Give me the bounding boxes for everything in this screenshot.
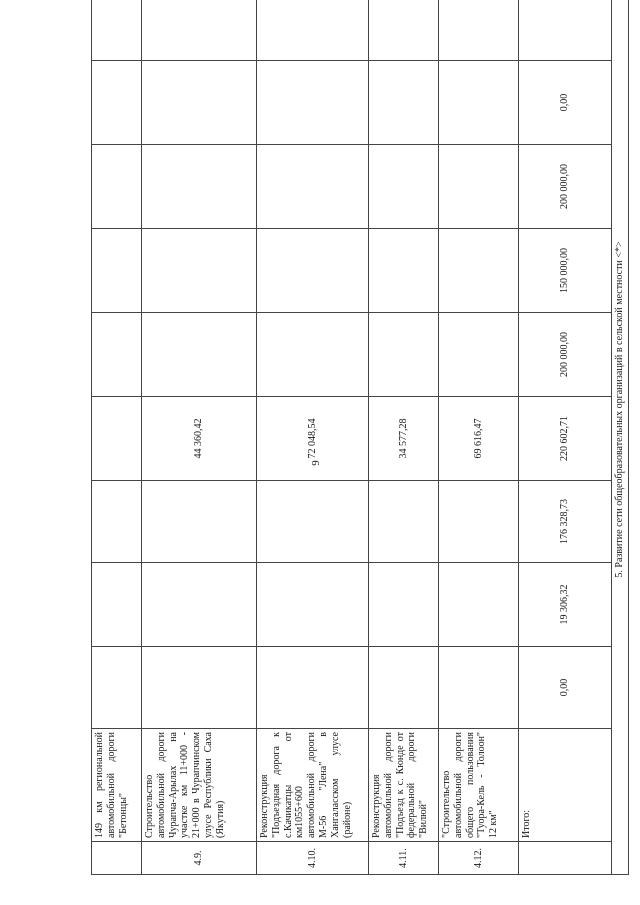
- project-name-cell: 149 км региональной автомобильной дороги "Бетонцы": [92, 729, 142, 842]
- page-number: 9: [309, 460, 322, 466]
- amount-cell-c3: 176 328,73: [519, 481, 612, 563]
- amount-cell-c4: 72 048,54: [257, 397, 369, 481]
- trailing-empty-cell: [369, 0, 439, 61]
- trailing-empty-cell: [142, 0, 257, 61]
- amount-cell-c5: [92, 313, 142, 397]
- amount-cell-c7: [257, 145, 369, 229]
- table-row: [369, 0, 439, 875]
- amount-cell-c7: [142, 145, 257, 229]
- table-row: [142, 0, 257, 875]
- trailing-empty-cell: [92, 0, 142, 61]
- amount-cell-c3: [369, 481, 439, 563]
- amount-cell-c1: [142, 647, 257, 729]
- amount-cell-c7: [92, 145, 142, 229]
- project-name-cell: Реконструкция автомобильной дороги "Подъезд к с. Кюнде от федеральной дороги "Вилюй": [369, 729, 439, 842]
- amount-cell-c2: [92, 563, 142, 647]
- amount-cell-c4: 44 360,42: [142, 397, 257, 481]
- project-name-cell: Строительство автомобильной дороги Чурапча-Арылах на участке км 11+000 - 21+000 в Чурапчинском улусе Республики Саха (Якутия): [142, 729, 257, 842]
- amount-cell-c3: [142, 481, 257, 563]
- amount-cell-c6: [369, 229, 439, 313]
- amount-cell-c6: [439, 229, 519, 313]
- table-row: [92, 0, 142, 875]
- amount-cell-c2: 19 306,32: [519, 563, 612, 647]
- amount-cell-c6: 150 000,00: [519, 229, 612, 313]
- amount-cell-c6: [142, 229, 257, 313]
- amount-cell-c4: 220 602,71: [519, 397, 612, 481]
- project-name-cell: Реконструкция "Подъездная дорога к с.Качикатцы от км1055+600 автомобильной дороги М-56 "Лена" в Хангаласском улусе (районе): [257, 729, 369, 842]
- amount-cell-c8: 0,00: [519, 61, 612, 145]
- rotated-table-container: [91, 45, 626, 875]
- amount-cell-c4: [92, 397, 142, 481]
- trailing-empty-cell: [439, 0, 519, 61]
- amount-cell-c2: [369, 563, 439, 647]
- row-number-cell: [519, 842, 612, 875]
- table-body: [92, 0, 629, 875]
- trailing-empty-cell: [519, 0, 612, 61]
- amount-cell-c6: [257, 229, 369, 313]
- amount-cell-c8: [92, 61, 142, 145]
- amount-cell-c8: [142, 61, 257, 145]
- trailing-empty-cell: [257, 0, 369, 61]
- amount-cell-c8: [439, 61, 519, 145]
- amount-cell-c2: [142, 563, 257, 647]
- amount-cell-c8: [369, 61, 439, 145]
- row-number-cell: 4.10.: [257, 842, 369, 875]
- amount-cell-c5: 200 000,00: [519, 313, 612, 397]
- amount-cell-c3: [257, 481, 369, 563]
- amount-cell-c3: [439, 481, 519, 563]
- amount-cell-c8: [257, 61, 369, 145]
- amount-cell-c1: [257, 647, 369, 729]
- amount-cell-c4: 34 577,28: [369, 397, 439, 481]
- amount-cell-c1: [369, 647, 439, 729]
- row-number-cell: 4.9.: [142, 842, 257, 875]
- row-number-cell: [92, 842, 142, 875]
- project-name-cell: "Строительство автомобильной дороги общего пользования "Туора-Кель - Толоон" 12 км": [439, 729, 519, 842]
- amount-cell-c5: [369, 313, 439, 397]
- project-name-cell: Итого:: [519, 729, 612, 842]
- section-heading: 5. Развитие сети общеобразовательных организаций в сельской местности <*>: [612, 0, 629, 875]
- section-heading-row: [612, 0, 629, 875]
- amount-cell-c1: [439, 647, 519, 729]
- table-row: [257, 0, 369, 875]
- amount-cell-c6: [92, 229, 142, 313]
- amount-cell-c2: [439, 563, 519, 647]
- amount-cell-c2: [257, 563, 369, 647]
- amount-cell-c5: [439, 313, 519, 397]
- amount-cell-c1: 0,00: [519, 647, 612, 729]
- amount-cell-c5: [257, 313, 369, 397]
- row-number-cell: 4.12.: [439, 842, 519, 875]
- amount-cell-c7: 200 000,00: [519, 145, 612, 229]
- amount-cell-c4: 69 616,47: [439, 397, 519, 481]
- amount-cell-c3: [92, 481, 142, 563]
- amount-cell-c7: [369, 145, 439, 229]
- table-row: [439, 0, 519, 875]
- amount-cell-c1: [92, 647, 142, 729]
- program-funding-table: [91, 0, 629, 875]
- row-number-cell: 4.11.: [369, 842, 439, 875]
- amount-cell-c7: [439, 145, 519, 229]
- table-row: [519, 0, 612, 875]
- amount-cell-c5: [142, 313, 257, 397]
